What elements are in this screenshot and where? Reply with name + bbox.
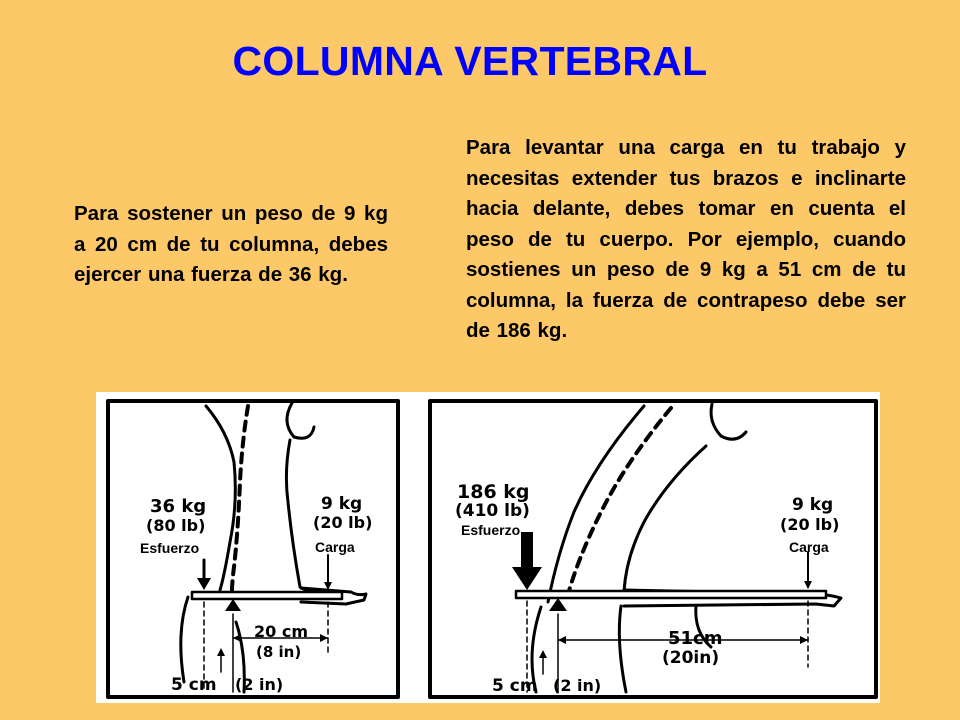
left-load-lb: (20 lb) [313,513,373,532]
right-effort-arrow-shaft [521,532,533,572]
left-pivot-in: (2 in) [235,675,284,694]
right-load-kg: 9 kg [792,495,834,515]
right-effort-lb: (410 lb) [455,501,530,521]
right-arm-cm: 51cm [668,628,723,649]
left-pivot-cm: 5 cm [171,675,217,695]
left-fulcrum [225,599,241,611]
right-fulcrum [549,598,567,611]
left-back-outline [206,406,235,590]
right-arm-in: (20in) [662,648,720,668]
right-paragraph: Para levantar una carga en tu trabajo y necesitas extender tus brazos e inclinarte hacia delante, debes tomar en cuenta el peso de tu cuerpo. Por ejemplo, cuando sostienes un peso de 9 kg a 51 cm de tu columna, la fuerza de contrapeso debe ser de 186 kg. [466,136,906,342]
right-load-arrowhead [804,581,812,589]
right-effort-arrowhead [512,567,542,590]
right-back-outline [548,406,644,602]
right-leg-outline [619,606,626,692]
right-head-outline [711,404,746,439]
right-load-label: Carga [789,539,829,555]
left-paragraph: Para sostener un peso de 9 kg a 20 cm de tu columna, debes ejercer una fuerza de 36 kg. [74,202,388,286]
left-load-label: Carga [315,539,355,555]
left-head-outline [287,403,314,438]
right-effort-label: Esfuerzo [461,522,521,538]
left-arm-in: (8 in) [256,643,302,661]
lever-diagram-svg [96,392,880,703]
left-arm-cm: 20 cm [254,622,308,641]
left-effort-label: Esfuerzo [140,540,200,556]
left-hip-outline [181,597,188,682]
right-lever-bar [516,591,826,598]
left-effort-lb: (80 lb) [146,516,206,535]
lever-diagram-figure [96,392,880,703]
right-pivot-cm: 5 cm [492,676,538,696]
left-effort-kg: 36 kg [150,496,207,517]
right-pivot-in: (2 in) [553,676,602,695]
left-effort-arrowhead [197,578,211,590]
right-load-lb: (20 lb) [780,515,840,534]
right-effort-kg: 186 kg [457,481,530,503]
page-title: COLUMNA VERTEBRAL [232,38,708,84]
right-front-outline [624,446,706,592]
left-lever-bar [192,592,342,599]
left-load-kg: 9 kg [321,494,363,514]
